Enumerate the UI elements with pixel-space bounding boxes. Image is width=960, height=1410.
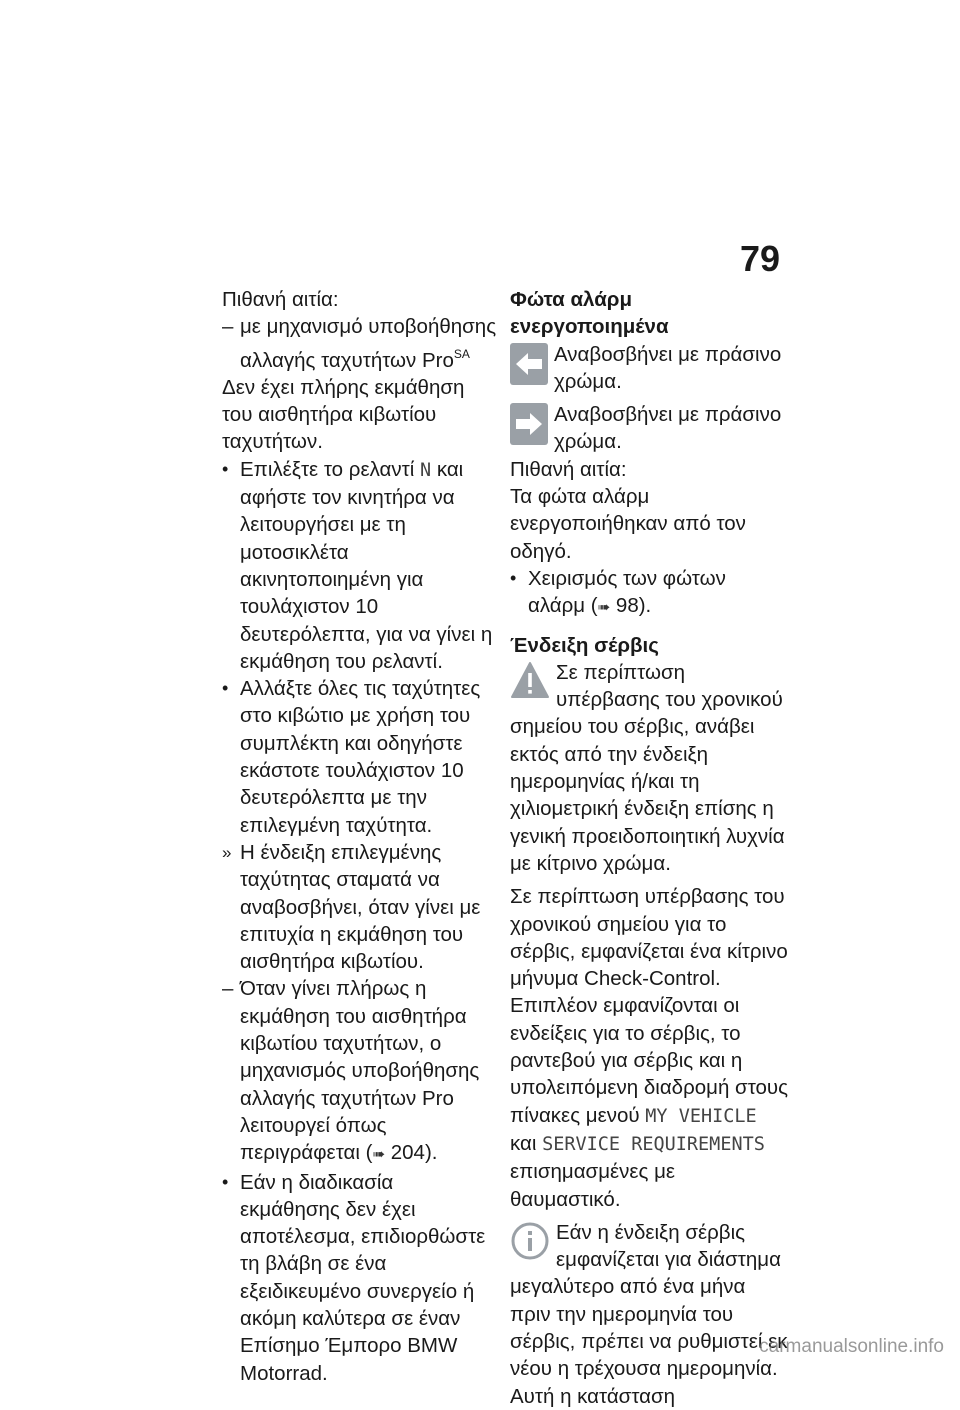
step-item: • Χειρισμός των φώτων αλάρμ (➠ 98). xyxy=(510,566,726,618)
menu-service-requirements: SERVICE REQUIREMENTS xyxy=(542,1133,765,1155)
result-item: » Η ένδειξη επιλεγμένης ταχύτητας σταματά να αναβοσβήνει, όταν γίνει με επιτυχία η εκμάθηση του αισθητήρα κιβωτίου. xyxy=(222,840,481,974)
page-ref[interactable]: 204 xyxy=(390,1141,425,1165)
warning-triangle-icon xyxy=(510,661,550,706)
step-item: • Επιλέξτε το ρελαντί N και αφήστε τον κινητήρα να λειτουργήσει με τη μοτοσικλέτα ακινητοποιημένη για τουλάχιστον 10 δευτερόλεπτα, για να γίνει η εκμάθηση του ρελαντί. xyxy=(222,457,493,673)
right-turn-arrow-icon xyxy=(510,403,548,452)
watermark-logo: carmanualsonline.info xyxy=(759,1336,944,1357)
section-heading-service: Ένδειξη σέρβις xyxy=(510,633,659,657)
left-turn-arrow-icon xyxy=(510,343,548,392)
condition-item: – Όταν γίνει πλήρως η εκμάθηση του αισθητήρα κιβωτίου ταχυτήτων, ο μηχανισμός υποβοήθησης αλλαγής ταχυτήτων Pro λειτουργεί όπως περιγράφεται (➠ 204). xyxy=(222,977,480,1165)
result-marker: » xyxy=(222,842,232,862)
bullet-marker: • xyxy=(222,678,229,699)
warning-block: Σε περίπτωση υπέρβασης του χρονικού σημείου του σέρβις, ανάβει εκτός από την ένδειξη ημερομηνίας ή/και τη χιλιομετρική ένδειξη επίσης η γενική προειδοποιητική λυχνία με κίτρινο χρώμα. xyxy=(510,660,785,875)
optional-equipment-sup: SA xyxy=(453,346,470,361)
lamp-row-right: Αναβοσβήνει με πράσινο χρώμα. xyxy=(510,401,788,456)
step-item: • Αλλάξτε όλες τις ταχύτητες στο κιβώτιο με χρήση του συμπλέκτη και οδηγήστε εκάστοτε τουλάχιστον 10 δευτερόλεπτα με την επιλεγμένη ταχύτητα. xyxy=(222,677,481,837)
right-column xyxy=(510,286,788,1410)
cause-item: – με μηχανισμό υποβοήθησης αλλαγής ταχυτήτων Pro$^{SA}$ xyxy=(222,315,497,372)
lamp-row-left: Αναβοσβήνει με πράσινο χρώμα. xyxy=(510,341,788,396)
left-column xyxy=(222,286,498,1387)
info-block: Εάν η ένδειξη σέρβις εμφανίζεται για διάστημα μεγαλύτερο από ένα μήνα πριν την ημερομηνία του σέρβις, πρέπει να ρυθμιστεί εκ νέου η τρέχουσα ημερομηνία. Αυτή η κατάσταση xyxy=(510,1220,788,1408)
bullet-marker: • xyxy=(222,1171,229,1192)
page-ref[interactable]: 98 xyxy=(615,594,639,618)
dash-marker: – xyxy=(222,315,233,339)
step-item: • Εάν η διαδικασία εκμάθησης δεν έχει αποτέλεσμα, επιδιορθώστε τη βλάβη σε ένα εξειδικευμένο συνεργείο ή ακόμη καλύτερα σε έναν Επίσημο Έμπορο BMW Motorrad. xyxy=(222,1170,486,1385)
service-paragraph: Σε περίπτωση υπέρβασης του χρονικού σημείου για το σέρβις, εμφανίζεται ένα κίτρινο μήνυμα Check-Control. Επιπλέον εμφανίζονται οι ενδείξεις για το σέρβις, το ραντεβού για σέρβις και η υπολειπόμενη διαδρομή στους πίνακες μενού MY VEHICLE και SERVICE REQUIREMENTS επισημασμένες με θαυμαστικό. xyxy=(510,885,789,1211)
cause-intro: Πιθανή αιτία: xyxy=(222,288,339,311)
neutral-code: N xyxy=(419,459,432,481)
info-icon xyxy=(510,1221,550,1268)
page-ref-arrow-icon: ➠ xyxy=(372,1146,386,1164)
page-number: 79 xyxy=(739,238,780,279)
bullet-marker: • xyxy=(222,458,229,479)
cause-description: Τα φώτα αλάρμ ενεργοποιήθηκαν από τον οδηγό. xyxy=(510,485,746,563)
menu-my-vehicle: MY VEHICLE xyxy=(645,1105,757,1127)
cause-intro: Πιθανή αιτία: xyxy=(510,457,627,481)
section-heading-hazard: Φώτα αλάρμ ενεργοποιημένα xyxy=(510,288,669,339)
bullet-marker: • xyxy=(510,567,517,588)
dash-marker: – xyxy=(222,977,233,1001)
cause-description: Δεν έχει πλήρης εκμάθηση του αισθητήρα κιβωτίου ταχυτήτων. xyxy=(222,375,465,454)
page-ref-arrow-icon: ➠ xyxy=(597,599,611,617)
